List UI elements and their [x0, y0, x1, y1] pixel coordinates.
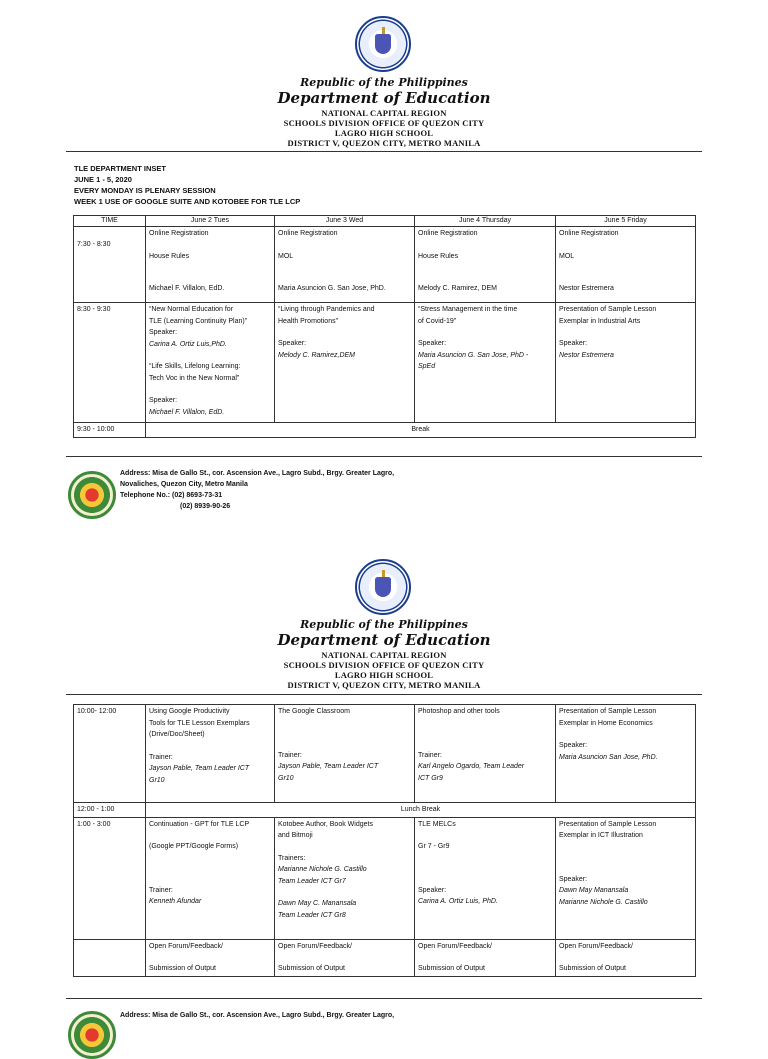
footer-address: Address: Misa de Gallo St., cor. Ascension Ave., Lagro Subd., Brgy. Greater Lagro, Novaliches, Quezon City, Metro Manila Telephone No.: (02) 8693-73-31 (02) 8939-90-26	[120, 470, 395, 510]
district-line: DISTRICT V, QUEZON CITY, METRO MANILA	[287, 138, 481, 148]
school-line: LAGRO HIGH SCHOOL	[334, 670, 434, 680]
break-cell: Break	[146, 423, 696, 438]
meta-week: WEEK 1 USE OF GOOGLE SUITE AND KOTOBEE FOR TLE LCP	[74, 197, 301, 206]
lunch-break-cell: Lunch Break	[146, 803, 696, 818]
time-cell	[74, 939, 146, 976]
time-cell: 8:30 - 9:30	[74, 303, 146, 423]
session-cell: TLE MELCs Gr 7 - Gr9 Speaker: Carina A. Ortiz Luis, PhD.	[415, 817, 556, 939]
meta-note: EVERY MONDAY IS PLENARY SESSION	[74, 186, 216, 195]
department-heading: Department of Education	[277, 89, 491, 107]
session-cell: Online Registration House Rules Michael F. Villalon, EdD.	[146, 227, 275, 303]
meta-dates: JUNE 1 - 5, 2020	[74, 175, 132, 184]
district-line: DISTRICT V, QUEZON CITY, METRO MANILA	[287, 680, 481, 690]
time-cell: 10:00- 12:00	[74, 705, 146, 803]
session-cell: Open Forum/Feedback/ Submission of Output	[556, 939, 696, 976]
session-cell: Online Registration House Rules Melody C. Ramirez, DEM	[415, 227, 556, 303]
time-cell: 12:00 - 1:00	[74, 803, 146, 818]
table-row	[74, 803, 696, 818]
col-header-time: TIME	[74, 216, 146, 227]
republic-heading: Republic of the Philippines	[300, 618, 468, 631]
session-cell: Open Forum/Feedback/ Submission of Output	[415, 939, 556, 976]
col-header-june3: June 3 Wed	[275, 216, 415, 227]
division-line: SCHOOLS DIVISION OFFICE OF QUEZON CITY	[283, 660, 485, 670]
session-cell: Online Registration MOL Nestor Estremera	[556, 227, 696, 303]
school-logo-icon	[68, 471, 116, 519]
inset-meta	[74, 163, 300, 207]
schedule-table-2	[73, 704, 696, 977]
session-cell: Open Forum/Feedback/ Submission of Output	[275, 939, 415, 976]
meta-title: TLE DEPARTMENT INSET	[74, 164, 166, 173]
schedule-table-1	[73, 215, 696, 438]
republic-heading: Republic of the Philippines	[300, 76, 468, 89]
school-line: LAGRO HIGH SCHOOL	[334, 128, 434, 138]
school-logo-icon	[68, 1011, 116, 1059]
table-row	[74, 817, 696, 939]
col-header-june5: June 5 Friday	[556, 216, 696, 227]
session-cell: Online Registration MOL Maria Asuncion G. San Jose, PhD.	[275, 227, 415, 303]
division-line: SCHOOLS DIVISION OFFICE OF QUEZON CITY	[283, 118, 485, 128]
session-cell: “Living through Pandemics and Health Promotions” Speaker: Melody C. Ramirez,DEM	[275, 303, 415, 423]
table-row	[74, 303, 696, 423]
session-cell: “Stress Management in the time of Covid-19” Speaker: Maria Asuncion G. San Jose, PhD - SpEd	[415, 303, 556, 423]
table-row	[74, 705, 696, 803]
footer-rule	[66, 998, 702, 999]
header-rule	[66, 151, 702, 152]
time-cell: 1:00 - 3:00	[74, 817, 146, 939]
session-cell: The Google Classroom Trainer: Jayson Pable, Team Leader ICT Gr10	[275, 705, 415, 803]
region-line: NATIONAL CAPITAL REGION	[321, 108, 447, 118]
session-cell: Presentation of Sample Lesson Exemplar in ICT Illustration Speaker: Dawn May Manansala Marianne Nichole G. Castillo	[556, 817, 696, 939]
session-cell: Continuation - GPT for TLE LCP (Google PPT/Google Forms) Trainer: Kenneth Afundar	[146, 817, 275, 939]
table-row	[74, 939, 696, 976]
session-cell: Photoshop and other tools Trainer: Karl Angelo Ogardo, Team Leader ICT Gr9	[415, 705, 556, 803]
footer-rule	[66, 456, 702, 457]
header-rule	[66, 694, 702, 695]
time-cell: 7:30 - 8:30	[74, 227, 146, 303]
session-cell: Open Forum/Feedback/ Submission of Output	[146, 939, 275, 976]
table-row	[74, 227, 696, 303]
table-row	[74, 423, 696, 438]
footer-address: Address: Misa de Gallo St., cor. Ascension Ave., Lagro Subd., Brgy. Greater Lagro,	[120, 1012, 395, 1019]
table-header-row	[74, 216, 696, 227]
deped-seal-icon	[355, 16, 411, 72]
department-heading: Department of Education	[277, 631, 491, 649]
time-cell: 9:30 - 10:00	[74, 423, 146, 438]
session-cell: “New Normal Education for TLE (Learning Continuity Plan)” Speaker: Carina A. Ortiz Luis,PhD. “Life Skills, Lifelong Learning: Tech Voc in the New Normal” Speaker: Michael F. Villalon, EdD.	[146, 303, 275, 423]
session-cell: Presentation of Sample Lesson Exemplar in Home Economics Speaker: Maria Asuncion San Jose, PhD.	[556, 705, 696, 803]
deped-seal-icon	[355, 559, 411, 615]
col-header-june2: June 2 Tues	[146, 216, 275, 227]
col-header-june4: June 4 Thursday	[415, 216, 556, 227]
session-cell: Presentation of Sample Lesson Exemplar in Industrial Arts Speaker: Nestor Estremera	[556, 303, 696, 423]
session-cell: Kotobee Author, Book Widgets and Bitmoji Trainers: Marianne Nichole G. Castillo Team Leader ICT Gr7 Dawn May C. Manansala Team Leader ICT Gr8	[275, 817, 415, 939]
session-cell: Using Google Productivity Tools for TLE Lesson Exemplars (Drive/Doc/Sheet) Trainer: Jayson Pable, Team Leader ICT Gr10	[146, 705, 275, 803]
region-line: NATIONAL CAPITAL REGION	[321, 650, 447, 660]
